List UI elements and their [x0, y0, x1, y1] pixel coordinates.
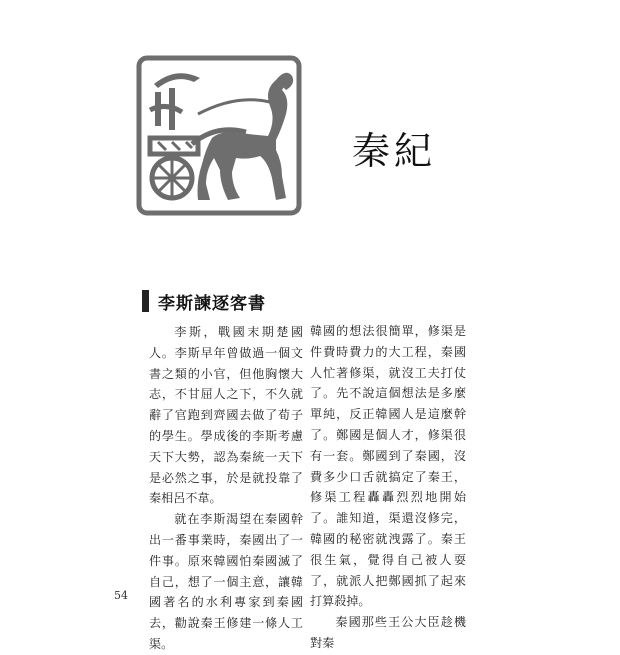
paragraph-1: 李斯，戰國末期楚國人。李斯早年曾做過一個文書之類的小官，但他胸懷大志，不甘屈人之下，不久就辭了官跑到齊國去做了荀子的學生。學成後的李斯考慮天下大勢，認為秦統一天下是必然之事，於是就投靠了秦相呂不韋。 [149, 325, 303, 506]
text-column-left [149, 322, 303, 655]
paragraph-3: 韓國的想法很簡單，修渠是件費時費力的大工程，秦國人忙著修渠，就沒工夫打仗了。先不說這個想法是多麼單純，反正韓國人是這麼幹了。鄭國是個人才，修渠很有一套。鄭國到了秦國，沒費多少口舌就搞定了秦王，修渠工程轟轟烈烈地開始了。誰知道，渠還沒修完，韓國的秘密就洩露了。秦王很生氣，覺得自己被人耍了，就派人把鄭國抓了起來打算殺掉。 [310, 324, 466, 609]
paragraph-2: 就在李斯渴望在秦國幹出一番事業時，秦國出了一件事。原來韓國怕秦國滅了自己，想了一個主意，讓韓國著名的水利專家到秦國去，勸說秦王修建一條人工渠。 [149, 512, 303, 651]
section-marker-bar [142, 290, 149, 312]
section-header [142, 289, 266, 313]
page-number: 54 [114, 589, 128, 602]
horse-chariot-seal-icon [136, 54, 302, 216]
section-title: 李斯諫逐客書 [158, 293, 266, 314]
chapter-title: 秦紀 [352, 129, 437, 173]
text-column-right [310, 321, 466, 654]
paragraph-4: 秦國那些王公大臣趁機對秦 [310, 615, 466, 650]
